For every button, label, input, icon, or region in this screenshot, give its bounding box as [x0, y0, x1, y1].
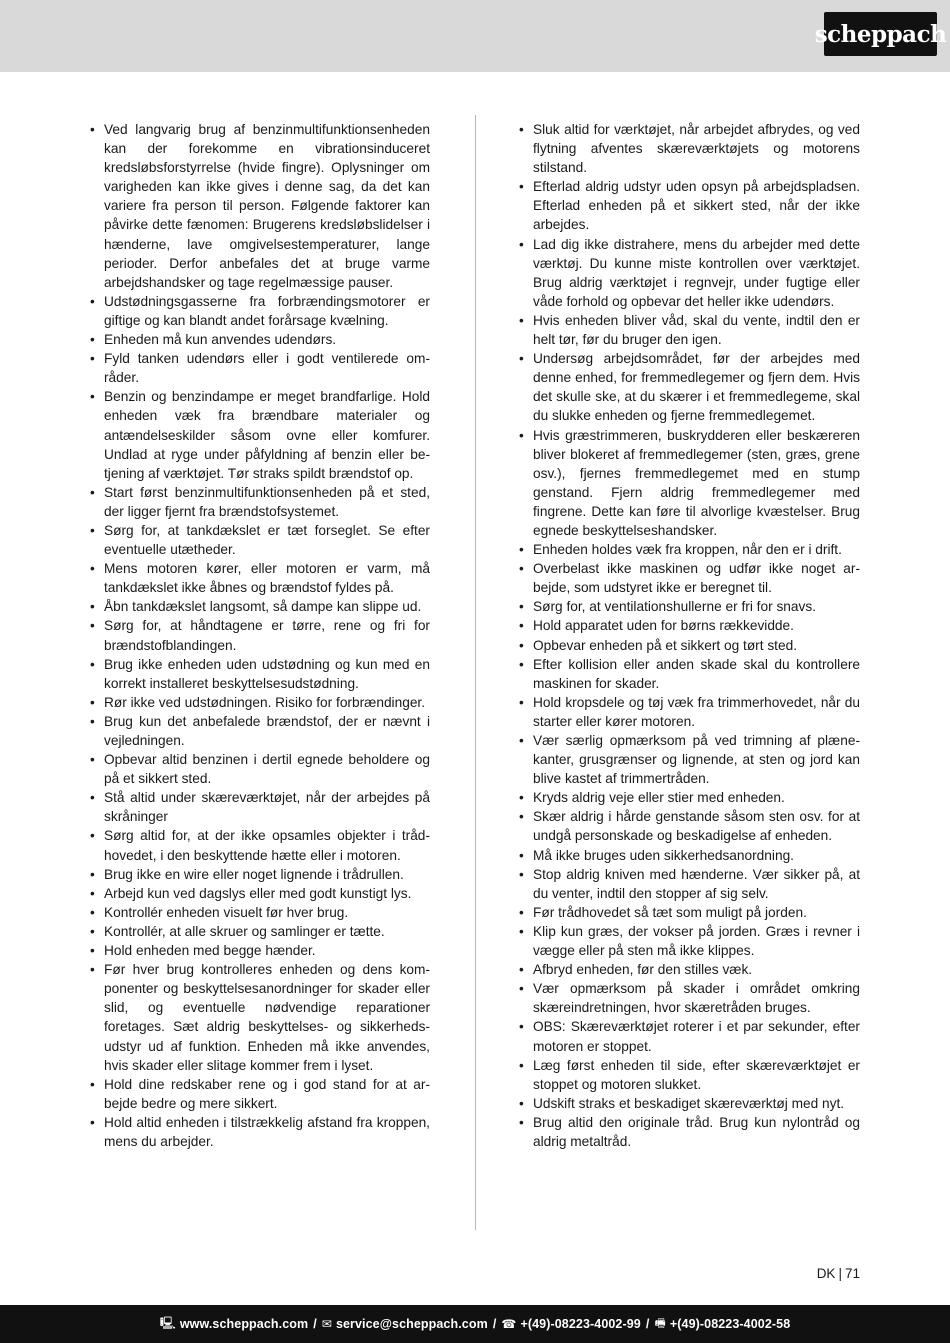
list-item: • Opbevar altid benzinen i dertil egnede beholdere og på et sikkert sted.	[90, 750, 430, 788]
footer-phone: +(49)-08223-4002-99	[520, 1317, 641, 1331]
scheppach-logo: scheppach	[824, 12, 937, 56]
list-item: • Læg først enheden til side, efter skæreværktøjet er stoppet og motoren slukket.	[519, 1056, 860, 1094]
list-item: • Sørg altid for, at der ikke opsamles objekter i trådhovedet, i den beskyttende hætte eller i motoren.	[90, 826, 430, 864]
list-item: • Enheden må kun anvendes udendørs.	[90, 330, 430, 349]
list-item: • Vær særlig opmærksom på ved trimning af plænekanter, grusgrænser og lignende, at sten og jord kan blive kastet af trimmertråden.	[519, 731, 860, 788]
list-item: • Hold altid enheden i tilstrækkelig afstand fra kroppen, mens du arbejder.	[90, 1113, 430, 1151]
list-item: • Udskift straks et beskadiget skæreværktøj med nyt.	[519, 1094, 860, 1113]
language-code: DK	[816, 1266, 836, 1281]
list-item: • Afbryd enheden, før den stilles væk.	[519, 960, 860, 979]
list-item: • Hold enheden med begge hænder.	[90, 941, 430, 960]
list-item: • OBS: Skæreværktøjet roterer i et par sekunder, efter motoren er stoppet.	[519, 1017, 860, 1055]
list-item: • Hvis græstrimmeren, buskrydderen eller beskæreren bliver blokeret af fremmedlegemer (sten, græs, grene osv.), fjernes fremmedlegemet med en stump genstand. Fjern aldrig fremmedlegemer med fingrene. Dette kan føre til alvorlige kvæstelser. Brug egnede beskyttelseshandsker.	[519, 426, 860, 541]
list-item: • Efter kollision eller anden skade skal du kontrollere maskinen for skader.	[519, 655, 860, 693]
list-item: • Vær opmærksom på skader i området omkring skæreindretningen, hvor skæretråden bruges.	[519, 979, 860, 1017]
right-column	[519, 120, 860, 1151]
list-item: • Skær aldrig i hårde genstande såsom sten osv. for at undgå personskade og beskadigelse af enheden.	[519, 807, 860, 845]
list-item: • Kryds aldrig veje eller stier med enheden.	[519, 788, 860, 807]
list-item: • Ved langvarig brug af benzinmultifunktionsenheden kan der forekomme en vibrationsinduceret kredsløbsforstyrrelse (hvide fingre). Oplysninger om varigheden kan ikke gives i denne sag, da det kan variere fra person til person. Følgende faktorer kan påvirke dette fænomen: Brugerens kredsløbslidelser i hænderne, lave omgivelsestemperaturer, lange perioder. Derfor anbefales det at bruge varme arbejdshandsker og tage regelmæssige pauser.	[90, 120, 430, 292]
list-item: • Opbevar enheden på et sikkert og tørt sted.	[519, 636, 860, 655]
list-item: • Undersøg arbejdsområdet, før der arbejdes med denne enhed, for fremmedlegemer og fjern dem. Hvis det skulle ske, at du skærer i et fremmedlegeme, skal du slukke enheden og fjerne fremmedlegemet.	[519, 349, 860, 425]
column-divider	[475, 115, 476, 1230]
footer-email[interactable]: service@scheppach.com	[335, 1317, 488, 1331]
phone-icon: ☎	[501, 1317, 517, 1331]
list-item: • Mens motoren kører, eller motoren er varm, må tankdækslet ikke åbnes og brændstof fyldes på.	[90, 559, 430, 597]
left-column	[90, 120, 430, 1151]
list-item: • Hold apparatet uden for børns rækkevidde.	[519, 616, 860, 635]
list-item: • Start først benzinmultifunktionsenheden på et sted, der ligger fjernt fra brændstofsystemet.	[90, 483, 430, 521]
list-item: • Stop aldrig kniven med hænderne. Vær sikker på, at du venter, indtil den stopper af sig selv.	[519, 865, 860, 903]
fax-icon: 🖷	[654, 1315, 666, 1330]
footer-fax: +(49)-08223-4002-58	[669, 1317, 791, 1331]
list-item: • Brug ikke en wire eller noget lignende i trådrullen.	[90, 865, 430, 884]
list-item: • Hvis enheden bliver våd, skal du vente, indtil den er helt tør, før du bruger den igen.	[519, 311, 860, 349]
page-number	[817, 1266, 860, 1281]
list-item: • Sørg for, at ventilationshullerne er fri for snavs.	[519, 597, 860, 616]
footer-separator: /	[313, 1317, 317, 1331]
list-item: • Stå altid under skæreværktøjet, når der arbejdes på skråninger	[90, 788, 430, 826]
list-item: • Efterlad aldrig udstyr uden opsyn på arbejdspladsen. Efterlad enheden på et sikkert sted, når der ikke arbejdes.	[519, 177, 860, 234]
list-item: • Overbelast ikke maskinen og udfør ikke noget arbejde, som udstyret ikke er beregnet til.	[519, 559, 860, 597]
list-item: • Åbn tankdækslet langsomt, så dampe kan slippe ud.	[90, 597, 430, 616]
footer-website[interactable]: www.scheppach.com	[179, 1317, 309, 1331]
footer-separator: /	[645, 1317, 650, 1331]
list-item: • Benzin og benzindampe er meget brandfarlige. Hold enheden væk fra brændbare materialer og antændelseskilder såsom ovne eller komfurer. Undlad at ryge under påfyldning af benzin eller betjening af værktøjet. Tør straks spildt brændstof op.	[90, 387, 430, 482]
page-number-value: 71	[844, 1266, 860, 1281]
list-item: • Rør ikke ved udstødningen. Risiko for forbrændinger.	[90, 693, 430, 712]
list-item: • Sørg for, at håndtagene er tørre, rene og fri for brændstofblandingen.	[90, 616, 430, 654]
footer-bar	[0, 1305, 950, 1343]
list-item: • Enheden holdes væk fra kroppen, når den er i drift.	[519, 540, 860, 559]
list-item: • Arbejd kun ved dagslys eller med godt kunstigt lys.	[90, 884, 430, 903]
list-item: • Kontrollér, at alle skruer og samlinger er tætte.	[90, 922, 430, 941]
list-item: • Før hver brug kontrolleres enheden og dens komponenter og beskyttelsesanordninger for skader eller slid, og eventuelle nødvendige reparationer foretages. Sæt aldrig beskyttelses- og sikkerhedsudstyr ud af funktion. Enheden må ikke anvendes, hvis skader eller slitage kommer frem i lyset.	[90, 960, 430, 1075]
list-item: • Sørg for, at tankdækslet er tæt forseglet. Se efter eventuelle utætheder.	[90, 521, 430, 559]
list-item: • Brug altid den originale tråd. Brug kun nylontråd og aldrig metaltråd.	[519, 1113, 860, 1151]
page-separator: |	[838, 1266, 842, 1281]
list-item: • Brug kun det anbefalede brændstof, der er nævnt i vejledningen.	[90, 712, 430, 750]
header-band	[0, 0, 950, 72]
list-item: • Før trådhovedet så tæt som muligt på jorden.	[519, 903, 860, 922]
list-item: • Sluk altid for værktøjet, når arbejdet afbrydes, og ved flytning afventes skæreværktøjets og motorens stilstand.	[519, 120, 860, 177]
list-item: • Fyld tanken udendørs eller i godt ventilerede områder.	[90, 349, 430, 387]
list-item: • Må ikke bruges uden sikkerhedsanordning.	[519, 846, 860, 865]
list-item: • Brug ikke enheden uden udstødning og kun med en korrekt installeret beskyttelsesudstødning.	[90, 655, 430, 693]
computer-icon: 🖳	[159, 1315, 176, 1330]
list-item: • Hold kropsdele og tøj væk fra trimmerhovedet, når du starter eller kører motoren.	[519, 693, 860, 731]
list-item: • Hold dine redskaber rene og i god stand for at arbejde bedre og mere sikkert.	[90, 1075, 430, 1113]
email-icon: ✉	[321, 1317, 332, 1331]
footer-separator: /	[492, 1317, 497, 1331]
list-item: • Lad dig ikke distrahere, mens du arbejder med dette værktøj. Du kunne miste kontrollen over værktøjet. Brug aldrig værktøjet i regnvejr, under fugtige eller våde forhold og opbevar det heller ikke udendørs.	[519, 235, 860, 311]
list-item: • Udstødningsgasserne fra forbrændingsmotorer er giftige og kan blandt andet forårsage kvælning.	[90, 292, 430, 330]
list-item: • Kontrollér enheden visuelt før hver brug.	[90, 903, 430, 922]
list-item: • Klip kun græs, der vokser på jorden. Græs i revner i vægge eller på sten må ikke klippes.	[519, 922, 860, 960]
